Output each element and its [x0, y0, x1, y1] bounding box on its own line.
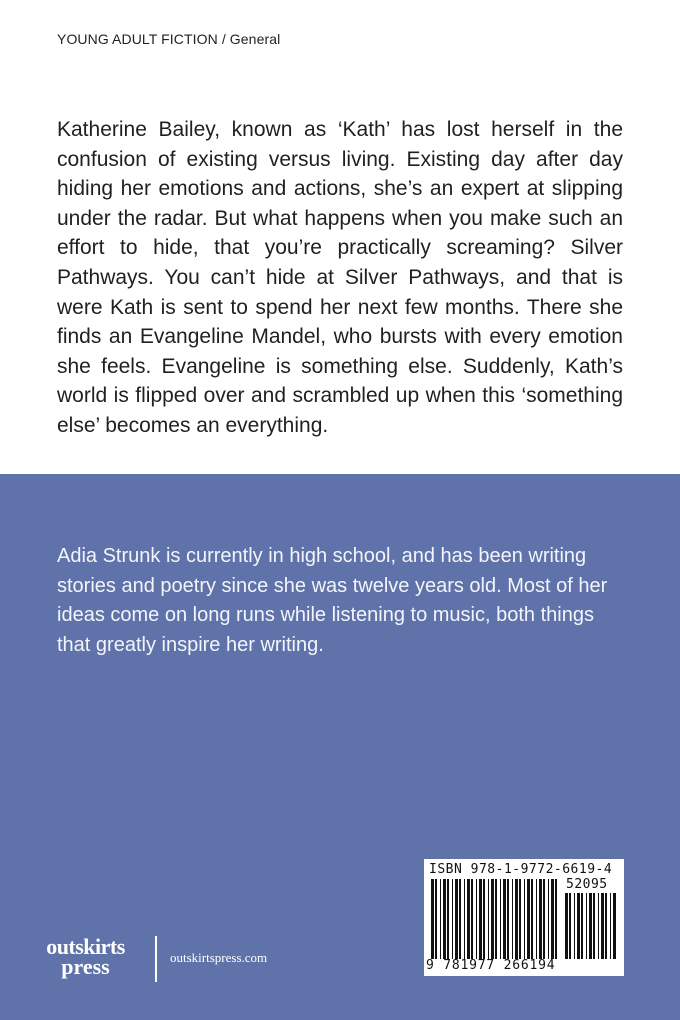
logo-line-1: outskirts: [46, 934, 125, 959]
addon-barcode-bars: [564, 893, 618, 959]
publisher-url: outskirtspress.com: [170, 950, 268, 965]
price-code: 52095: [566, 877, 608, 892]
isbn-barcode: [424, 859, 624, 976]
publisher-logo: [28, 936, 288, 986]
synopsis-text: Katherine Bailey, known as ‘Kath’ has lost herself in the confusion of existing versus living. Existing day after day hiding her emotions and actions, she’s an expert at slipping under the radar. But what happens when you make such an effort to hide, that you’re practically screaming? Silver Pathways. You can’t hide at Silver Pathways, and that is were Kath is sent to spend her next few months. There she finds an Evangeline Mandel, who bursts with every emotion she feels. Evangeline is something else. Suddenly, Kath’s world is flipped over and scrambled up when this ‘something else’ becomes an everything.: [57, 118, 623, 437]
top-section: [0, 0, 680, 474]
ean-digits: 9 781977 266194: [426, 958, 556, 973]
logo-divider: [155, 936, 157, 982]
author-bio: Adia Strunk is currently in high school, and has been writing stories and poetry since she was twelve years old. Most of her ideas come on long runs while listening to music, both things that greatly inspire her writing.: [57, 545, 608, 656]
category-label: YOUNG ADULT FICTION / General: [57, 31, 281, 47]
ean-barcode-bars: [430, 879, 558, 959]
isbn-number: ISBN 978-1-9772-6619-4: [429, 862, 613, 877]
logo-line-2: press: [61, 954, 110, 979]
publisher-logo-wordmark: [28, 936, 143, 978]
author-panel: [0, 474, 680, 1020]
